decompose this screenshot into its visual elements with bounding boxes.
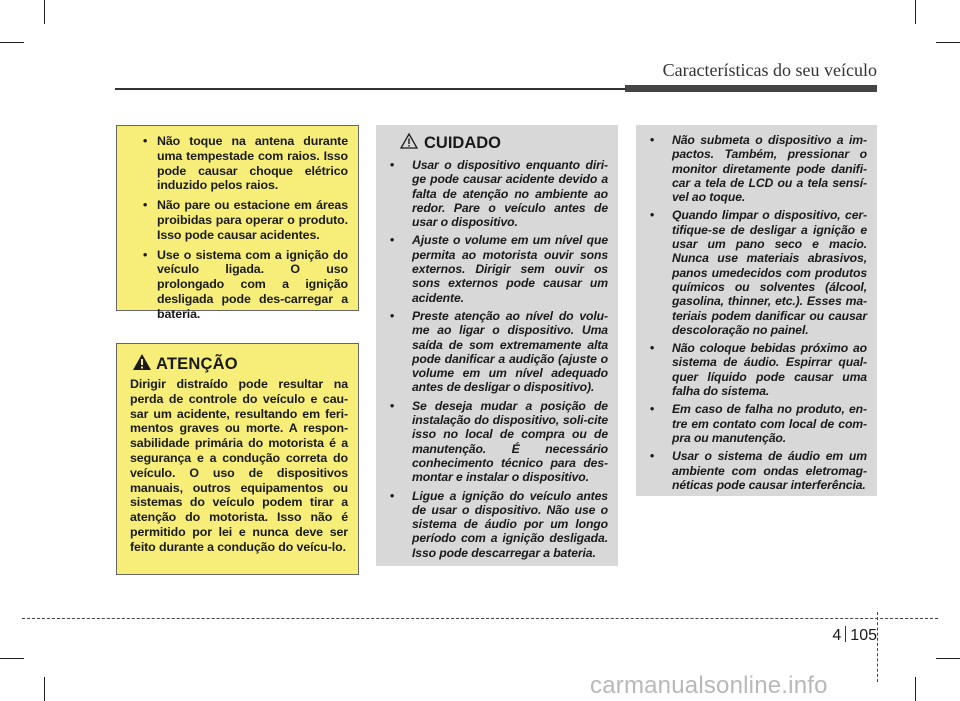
header-bar [625, 85, 877, 92]
list-item: • Não pare ou estacione em áreas proibidas para operar o produto. Isso pode causar acidentes. [143, 198, 348, 242]
chapter-number: 4 [832, 627, 842, 644]
crop-mark [0, 658, 24, 659]
crop-mark [915, 0, 916, 24]
list-item: • Em caso de falha no produto, en-tre em contato com local de com-pra ou manutenção. [650, 402, 867, 445]
warning-title: ATENÇÃO [156, 355, 238, 373]
warning-filled-icon [133, 354, 151, 375]
warning-body: Dirigir distraído pode resultar na perda de controle do veículo e cau-sar um acidente, resultando em feri-mentos graves ou morte. A respon-sabilidade primária do motorista é a segurança e a condução correta do veículo. O uso de dispositivos manuais, outros equipamentos ou sistemas do veículo podem tirar a atenção do motorista. Isso não é permitido por lei e nunca deve ser feito durante a condução do veícu-lo. [130, 377, 348, 554]
page-number [832, 626, 877, 645]
crop-mark [44, 0, 45, 24]
list-item: • Não toque na antena durante uma tempestade com raios. Isso pode causar choque elétrico induzido pelos raios. [143, 134, 348, 193]
list-item: • Quando limpar o dispositivo, cer-tifique-se de desligar a ignição e usar um pano seco e macio. Nunca use materiais abrasivos, panos umedecidos com produtos químicos ou solventes (álcool, gasolina, thinner, etc.). Esses ma-teriais podem danificar ou causar descoloração no painel. [650, 208, 867, 337]
list-item: • Use o sistema com a ignição do veículo ligada. O uso prolongado com a ignição desligada pode des-carregar a bateria. [143, 248, 348, 322]
watermark: carmanualsonline.info [590, 672, 828, 699]
header-rule [115, 88, 625, 90]
page-number-value: 105 [850, 627, 877, 644]
caution-heading [400, 133, 608, 154]
list-item: • Ajuste o volume em um nível que permita ao motorista ouvir sons externos. Dirigir sem ouvir os sons externos pode causar um acidente. [390, 233, 608, 304]
warning-box-atencao [116, 343, 359, 575]
caution-title: CUIDADO [424, 134, 501, 152]
page-header-title: Características do seu veículo [662, 60, 877, 80]
info-box-antenna [116, 125, 359, 321]
crop-mark [936, 42, 960, 43]
bullet-list [130, 134, 348, 322]
warning-outline-icon [400, 133, 418, 154]
bullet-list [650, 133, 867, 492]
list-item: • Usar o sistema de áudio em um ambiente com ondas eletromag-néticas pode causar interferência. [650, 449, 867, 492]
list-item: • Preste atenção ao nível do volu-me ao ligar o dispositivo. Uma saída de som extremamente alta pode danificar a audição (ajuste o volume em um nível adequado antes de desligar o dispositivo). [390, 309, 608, 395]
caution-box-continued [636, 125, 877, 496]
footer-vertical-rule [877, 612, 878, 682]
list-item: • Não submeta o dispositivo a im-pactos. Também, pressionar o monitor diretamente pode danifi-car a tela de LCD ou a tela sensí-vel ao toque. [650, 133, 867, 204]
list-item: • Ligue a ignição do veículo antes de usar o dispositivo. Não use o sistema de áudio por um longo período com a ignição desligada. Isso pode descarregar a bateria. [390, 489, 608, 560]
list-item: • Se deseja mudar a posição de instalação do dispositivo, soli-cite isso no local de compra ou de manutenção. É necessário conhecimento técnico para des-montar e instalar o dispositivo. [390, 399, 608, 485]
list-item: • Usar o dispositivo enquanto diri-ge pode causar acidente devido a falta de atenção no ambiente ao redor. Pare o veículo antes de usar o dispositivo. [390, 158, 608, 229]
crop-mark [936, 658, 960, 659]
crop-mark [44, 677, 45, 701]
warning-heading [133, 354, 348, 375]
page-number-separator [845, 626, 846, 642]
crop-mark [915, 677, 916, 701]
caution-box-cuidado [376, 125, 618, 566]
list-item: • Não coloque bebidas próximo ao sistema de áudio. Espirrar qual-quer líquido pode causar uma falha do sistema. [650, 341, 867, 398]
bullet-list [390, 158, 608, 560]
footer-dashed-rule [22, 618, 938, 619]
crop-mark [0, 42, 24, 43]
